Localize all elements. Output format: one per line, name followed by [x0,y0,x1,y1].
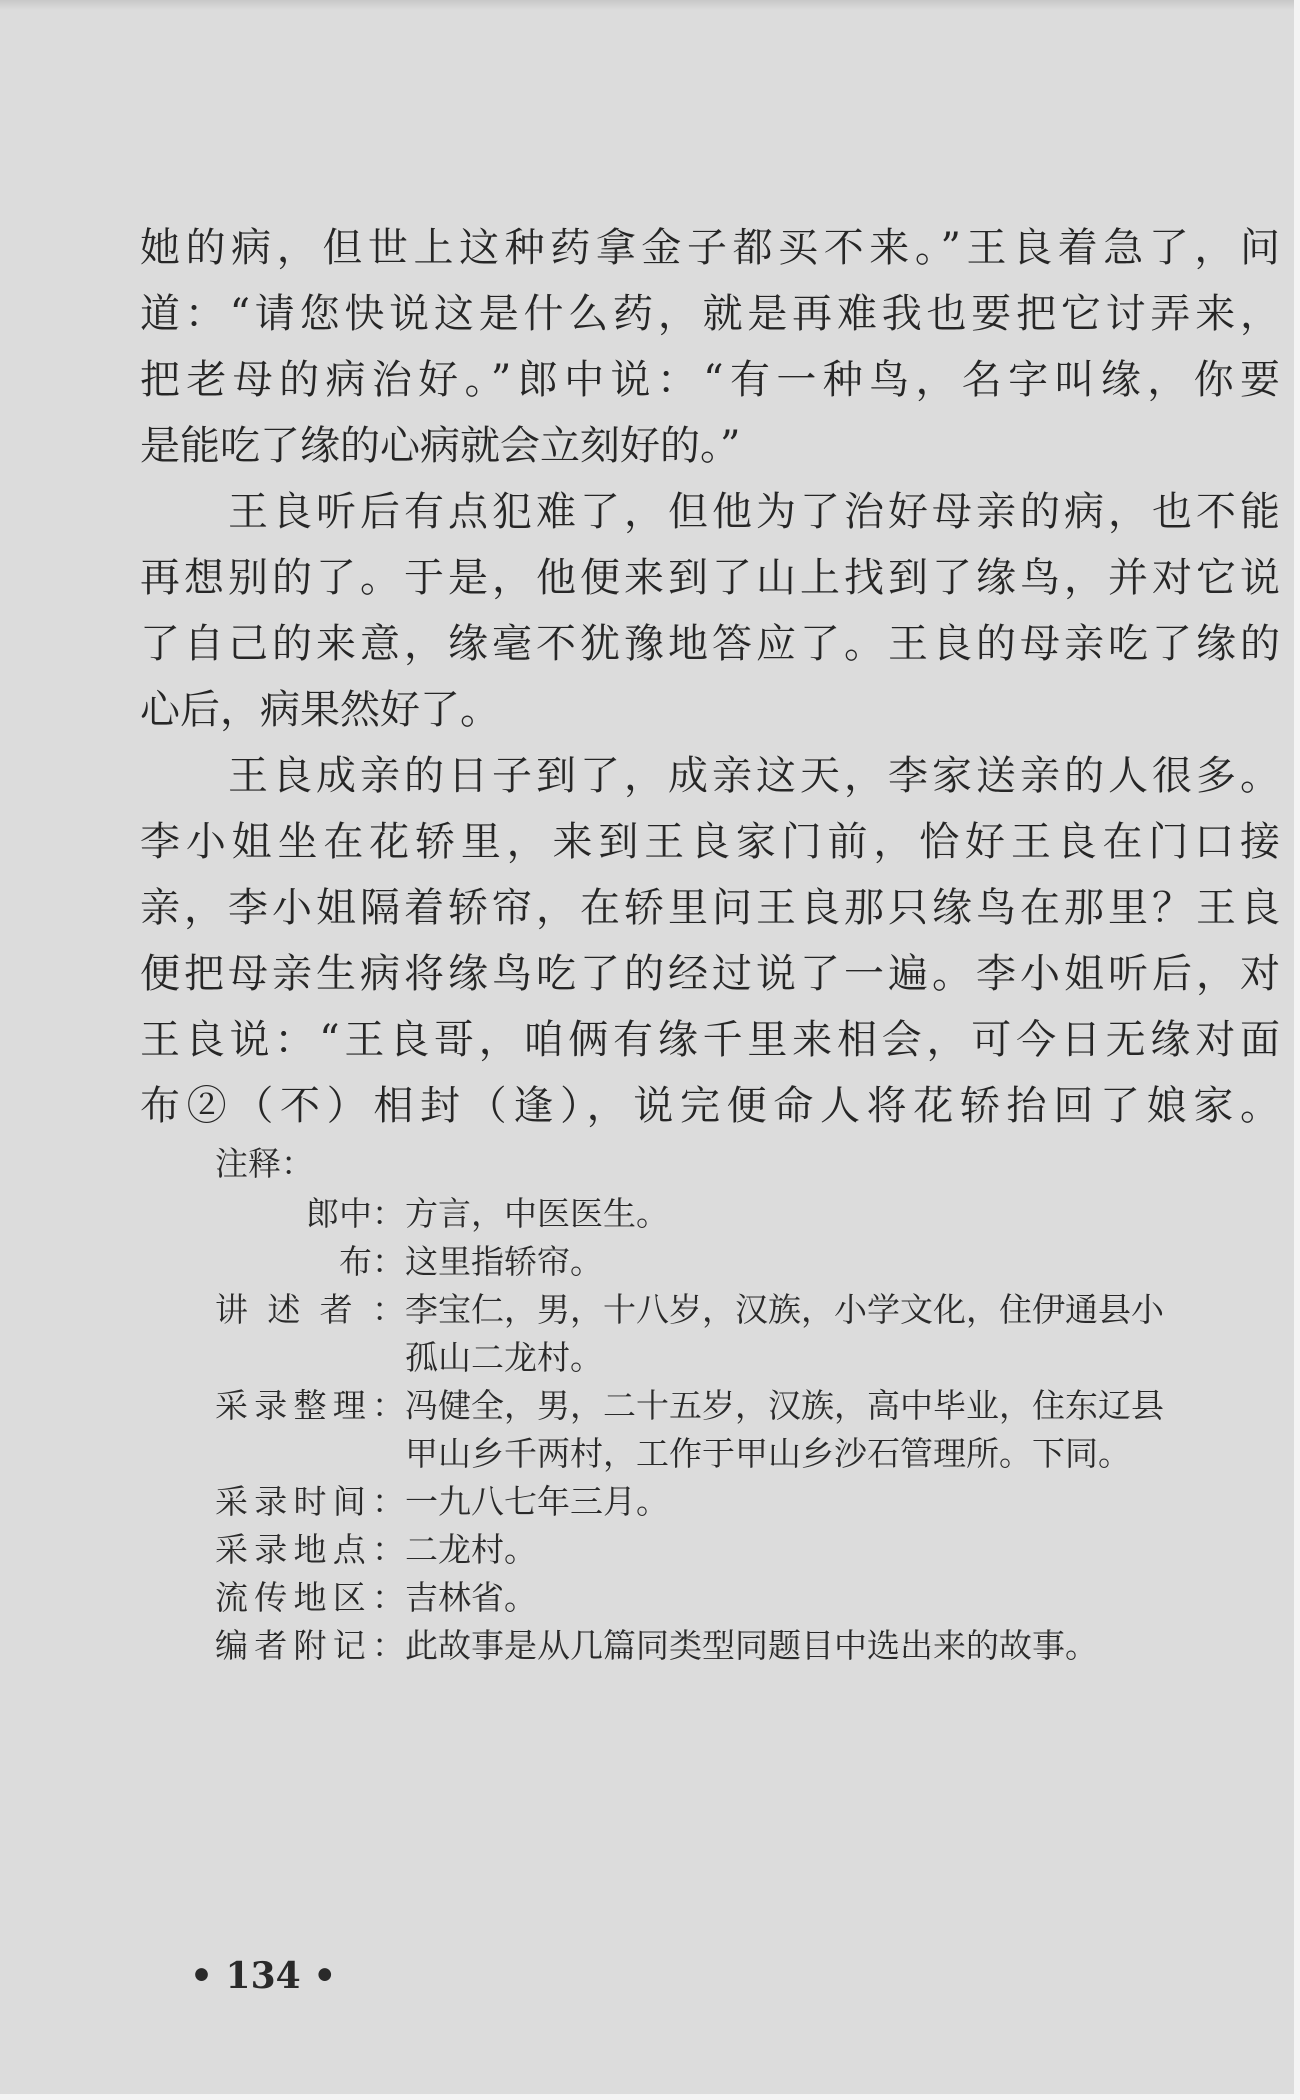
text-line: 了自己的来意，缘毫不犹豫地答应了。王良的母亲吃了缘的 [140,621,1280,667]
meta-key: 采录地点： [215,1530,405,1569]
meta-value: 此故事是从几篇同类型同题目中选出来的故事。 [405,1626,1098,1665]
meta-line: 李宝仁，男，十八岁，汉族，小学文化，住伊通县小 [405,1290,1164,1329]
story-text [140,215,1280,1139]
text-line: 王良说：“王良哥，咱俩有缘千里来相会，可今日无缘对面 [140,1017,1280,1063]
text-line: 心后，病果然好了。 [140,687,500,733]
meta-record-place [215,1526,1275,1574]
text-line: 亲，李小姐隔着轿帘，在轿里问王良那只缘鸟在那里？王良 [140,885,1280,931]
meta-value: 二龙村。 [405,1530,537,1569]
meta-recorder [215,1382,1275,1478]
note-value: 这里指轿帘。 [405,1242,603,1281]
notes-section [215,1140,1275,1670]
meta-value [405,1286,1275,1382]
meta-key: 编者附记： [215,1626,405,1665]
text-line: 把老母的病治好。”郎中说：“有一种鸟，名字叫缘，你要 [140,357,1280,403]
meta-line: 孤山二龙村。 [405,1338,603,1377]
text-line: 她的病，但世上这种药拿金子都买不来。”王良着急了，问 [140,225,1280,271]
text-line: 再想别的了。于是，他便来到了山上找到了缘鸟，并对它说 [140,555,1280,601]
meta-editor-note [215,1622,1275,1670]
text-line: 布②（不）相封（逢），说完便命人将花轿抬回了娘家。 [140,1083,1280,1129]
page-number: • 134 • [190,1955,337,1997]
text-line: 便把母亲生病将缘鸟吃了的经过说了一遍。李小姐听后，对 [140,951,1280,997]
note-key: 布： [339,1242,405,1281]
meta-key: 采录时间： [215,1482,405,1521]
text-line: 王良成亲的日子到了，成亲这天，李家送亲的人很多。 [228,753,1280,799]
meta-key: 讲述者： [215,1290,405,1329]
meta-line: 冯健全，男，二十五岁，汉族，高中毕业，住东辽县 [405,1386,1164,1425]
note-key: 郎中： [306,1194,405,1233]
note-item [215,1190,1275,1238]
text-line: 是能吃了缘的心病就会立刻好的。” [140,423,741,469]
text-line: 道：“请您快说这是什么药，就是再难我也要把它讨弄来， [140,291,1280,337]
page-edge [0,0,1294,10]
meta-value: 吉林省。 [405,1578,537,1617]
meta-narrator [215,1286,1275,1382]
meta-key: 流传地区： [215,1578,405,1617]
note-item [215,1238,1275,1286]
meta-circulation-area [215,1574,1275,1622]
notes-header: 注释： [215,1144,314,1183]
text-line: 王良听后有点犯难了，但他为了治好母亲的病，也不能 [228,489,1280,535]
meta-line: 甲山乡千两村，工作于甲山乡沙石管理所。下同。 [405,1434,1131,1473]
meta-value: 一九八七年三月。 [405,1482,669,1521]
meta-key: 采录整理： [215,1386,405,1425]
meta-value [405,1382,1275,1478]
meta-record-time [215,1478,1275,1526]
text-line: 李小姐坐在花轿里，来到王良家门前，恰好王良在门口接 [140,819,1280,865]
note-value: 方言，中医医生。 [405,1194,669,1233]
